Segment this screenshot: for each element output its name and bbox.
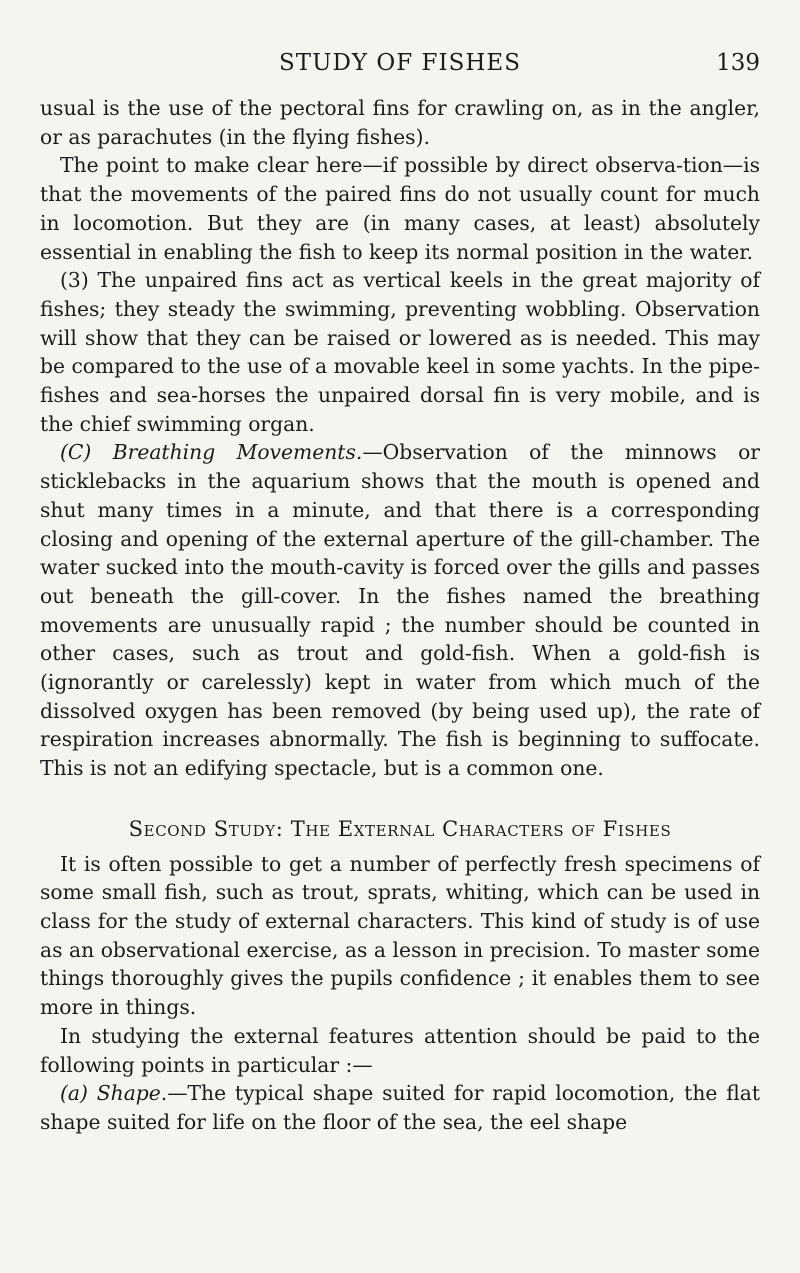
paragraph-text: In studying the external features attention should be paid to the following points in particular :— — [40, 1023, 760, 1077]
paragraph-1 — [40, 94, 760, 151]
paragraph-text: —Observation of the minnows or sticklebacks in the aquarium shows that the mouth is opened and shut many times in a minute, and that there is a corresponding closing and opening of the external aperture of the gill-chamber. The water sucked into the mouth-cavity is forced over the gills and passes out beneath the gill-cover. In the fishes named the breathing movements are unusually rapid ; the number should be counted in other cases, such as trout and gold-fish. When a gold-fish is (ignorantly or carelessly) kept in water from which much of the dissolved oxygen has been removed (by being used up), the rate of respiration increases abnormally. The fish is beginning to suffocate. This is not an edifying spectacle, but is a common one. — [40, 440, 760, 781]
page-number: 139 — [716, 50, 760, 76]
section-paragraph-1 — [40, 850, 760, 1022]
paragraph-text: usual is the use of the pectoral fins for crawling on, as in the angler, or as parachutes (in the flying fishes). — [40, 96, 760, 149]
paragraph-text: (3) The unpaired fins act as vertical keels in the great majority of fishes; they steady the swimming, preventing wobbling. Observation will show that they can be raised or lowered as is needed. This may be compared to the use of a movable keel in some yachts. In the pipe-fishes and sea-horses the unpaired dorsal fin is very mobile, and is the chief swimming organ. — [40, 268, 760, 436]
paragraph-3 — [40, 266, 760, 438]
paragraph-text: It is often possible to get a number of perfectly fresh specimens of some small fish, such as trout, sprats, whiting, which can be used in class for the study of external characters. This kind of study is of use as an observational exercise, as a lesson in precision. To master some things thoroughly gives the pupils confidence ; it enables them to see more in things. — [40, 851, 760, 1020]
paragraph-text: The point to make clear here—if possible by direct observa-tion—is that the movements of the paired fins do not usually count for much in locomotion. But they are (in many cases, at least) absolutely essential in enabling the fish to keep its normal position in the water. — [40, 153, 760, 264]
section-paragraph-3 — [40, 1079, 760, 1136]
paragraph-2 — [40, 151, 760, 266]
paragraph-text: —The typical shape suited for rapid locomotion, the flat shape suited for life on the floor of the sea, the eel shape — [40, 1081, 760, 1134]
body-text — [40, 94, 760, 1137]
section-heading: Second Study: The External Characters of Fishes — [128, 816, 672, 841]
running-head — [40, 50, 760, 84]
running-title: STUDY OF FISHES — [279, 50, 521, 76]
paragraph-lead: (a) Shape. — [60, 1081, 168, 1106]
section-paragraph-2 — [40, 1022, 760, 1079]
paragraph-lead: (C) Breathing Movements. — [60, 440, 363, 465]
paragraph-4 — [40, 438, 760, 782]
